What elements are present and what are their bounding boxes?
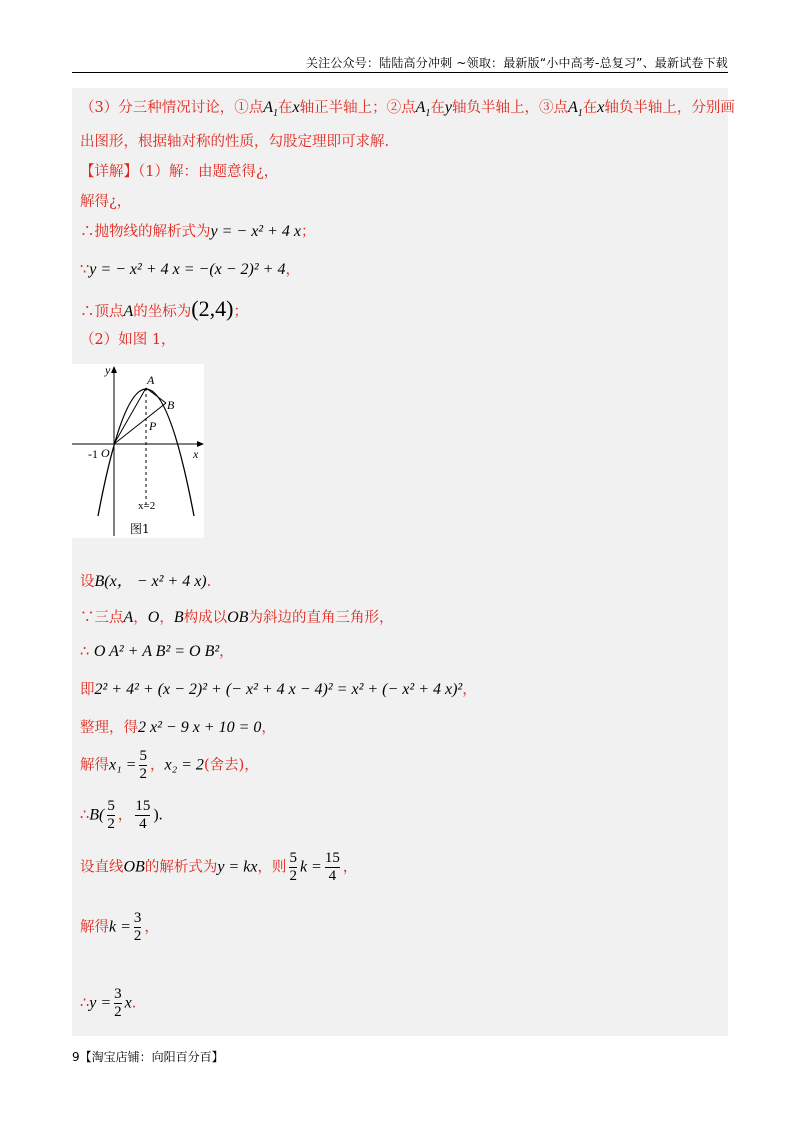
segment-ob: OB	[123, 858, 145, 876]
fraction-five-half: $\frac{5}{2}$	[139, 748, 147, 782]
text: ，	[133, 610, 148, 626]
text: ，	[462, 682, 477, 698]
label-b: B	[167, 398, 175, 412]
fraction-five-half: $\frac{5}{2}$	[107, 798, 115, 832]
text: .	[206, 574, 212, 590]
text: 的坐标为	[133, 304, 192, 320]
text: 即	[80, 682, 95, 698]
line-vertex-coordinates	[80, 296, 248, 322]
point-o: O	[147, 609, 160, 626]
equation: y = − x² + 4 x	[210, 223, 301, 240]
line-pythagoras	[80, 640, 234, 661]
text: 的解析式为	[144, 859, 218, 876]
label-x: x	[193, 447, 199, 461]
text: ∵三点	[80, 610, 124, 626]
text: 轴负半轴上，③点	[452, 100, 569, 116]
point-a1: $A_1$	[568, 99, 583, 120]
text: ，	[149, 757, 165, 774]
line-detail-heading	[80, 160, 278, 181]
fraction-three-half: $\frac{3}{2}$	[114, 986, 122, 1020]
line-point-b	[80, 798, 163, 833]
text: 在	[430, 100, 445, 116]
root-x2: x₂ = 2	[164, 756, 204, 774]
text: ∴顶点	[80, 304, 124, 320]
text: 在	[278, 100, 293, 116]
equation: 2 x² − 9 x + 10 = 0	[138, 719, 262, 736]
fraction-three-half: $\frac{3}{2}$	[133, 910, 142, 944]
var-y: y	[444, 99, 453, 116]
line-right-triangle	[80, 606, 393, 627]
label-minus-one: -1	[88, 447, 98, 461]
label-axis-line: x=2	[138, 500, 156, 512]
y-axis-arrow	[111, 366, 117, 373]
point-a: A	[123, 303, 134, 320]
point-b-expression: B(x， − x² + 4 x)	[94, 573, 207, 590]
fraction-five-half: $\frac{5}{2}$	[289, 850, 297, 884]
label-y: y	[105, 364, 111, 377]
detail-label: 【详解】	[80, 164, 138, 180]
text: 在	[582, 100, 598, 116]
fraction-fifteen-quarter: $\frac{15}{4}$	[324, 850, 340, 884]
line-method: 出图形，根据轴对称的性质，勾股定理即可求解.	[80, 134, 390, 150]
var-x: x	[124, 994, 132, 1012]
text: 轴负半轴上，分别画	[604, 100, 735, 116]
text: ∴	[80, 807, 90, 824]
figure-1	[72, 364, 204, 538]
text: ；	[301, 224, 316, 240]
text: 构成以	[183, 610, 228, 626]
equation: y =	[89, 994, 112, 1012]
var-x: x	[292, 99, 300, 116]
line-parabola-equation	[80, 220, 316, 241]
line-result	[80, 986, 136, 1021]
parabola-diagram	[72, 364, 204, 538]
point-a1: $A_1$	[263, 99, 279, 120]
text: ，	[244, 757, 259, 774]
equation: k =	[299, 858, 322, 876]
var-x: x	[597, 99, 605, 116]
label-origin: O	[101, 446, 110, 460]
text: ，	[144, 919, 159, 936]
text: ∴抛物线的解析式为	[80, 224, 211, 240]
point-a: A	[123, 609, 134, 626]
text: （1）解：由题意得¿，	[138, 164, 279, 180]
text: 轴正半轴上；②点	[299, 100, 416, 116]
line-vertex-form	[80, 258, 300, 279]
text: ，	[261, 720, 276, 736]
text: 设直线	[80, 859, 124, 876]
text: 设	[80, 574, 95, 590]
text: 为斜边的直角三角形，	[248, 610, 394, 626]
segment-ob: OB	[227, 609, 249, 626]
line-let-b	[80, 568, 211, 591]
text: ∵	[80, 262, 90, 278]
page-header	[72, 50, 728, 73]
text: 解得	[80, 919, 109, 936]
segment-ob	[114, 403, 166, 444]
header-text: 关注公众号：陆陆高分冲刺 ~领取：最新版“小中高考-总复习”、最新试卷下载	[305, 56, 728, 70]
line-case-analysis	[80, 96, 735, 119]
line-solved: 解得¿，	[80, 194, 132, 210]
line-line-ob	[80, 850, 357, 885]
segment-oa	[114, 388, 146, 444]
text: ；	[233, 304, 248, 320]
equation: y = kx	[217, 858, 258, 876]
text: 解得	[80, 757, 109, 774]
label-p: P	[149, 419, 157, 433]
page-footer: 9【淘宝店铺：向阳百分百】	[72, 1050, 224, 1064]
equation: y = − x² + 4 x = −(x − 2)² + 4	[89, 261, 286, 278]
line-roots	[80, 748, 259, 783]
text: ，则	[257, 859, 287, 876]
line-simplified	[80, 716, 276, 737]
segment-ab	[146, 388, 166, 403]
text: ，	[285, 262, 300, 278]
equation: O A² + A B² = O B²	[93, 643, 220, 660]
text: ，	[159, 610, 174, 626]
text: ，	[342, 859, 358, 876]
text: .	[131, 995, 137, 1012]
text: ，	[117, 807, 133, 824]
point-a1: $A_1$	[415, 99, 431, 120]
text: 整理，得	[80, 720, 138, 736]
text: ，	[219, 644, 234, 660]
coordinates: (2,4)	[191, 296, 234, 321]
fraction-fifteen-quarter: $\frac{15}{4}$	[135, 798, 151, 832]
figure-caption: 图1	[130, 522, 150, 536]
rejected-note: (舍去)	[203, 757, 245, 774]
label-a: A	[147, 373, 155, 387]
point-b: B	[173, 609, 184, 626]
equation: k =	[109, 918, 131, 936]
equation: 2² + 4² + (x − 2)² + (− x² + 4 x − 4)² = x² + (− x² + 4 x)²	[94, 681, 463, 698]
line-expanded-equation	[80, 678, 477, 699]
solution-block	[72, 88, 735, 1036]
line-solve-k	[80, 910, 159, 945]
text: ∴	[80, 995, 90, 1012]
point-b: B(	[89, 806, 105, 824]
text: ).	[153, 806, 163, 824]
root-x1: x₁ =	[109, 756, 137, 774]
text: （3）分三种情况讨论，①点	[80, 100, 264, 116]
line-part2: （2）如图 1，	[80, 332, 176, 348]
text: ∴	[80, 644, 90, 660]
